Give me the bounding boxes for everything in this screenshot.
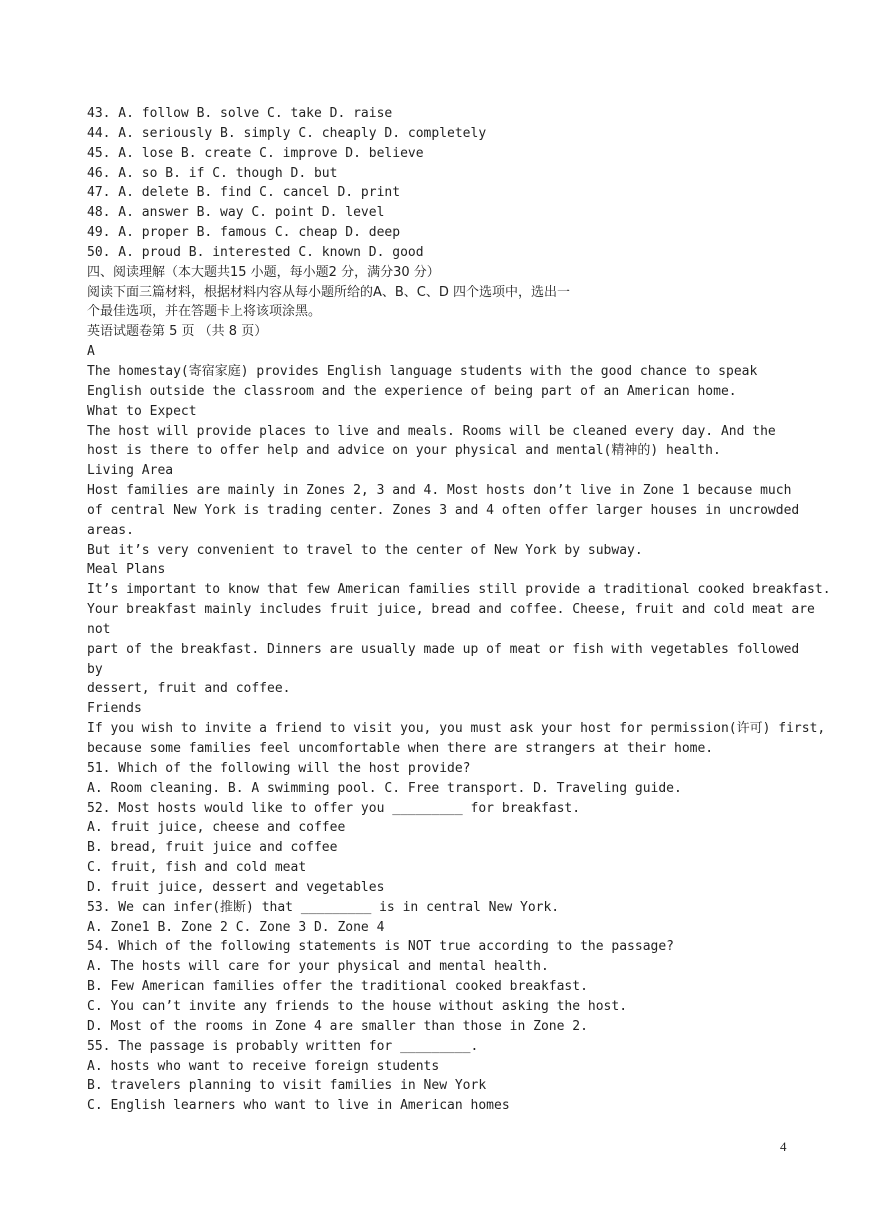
- text-line-q51-opts: A. Room cleaning. B. A swimming pool. C. Free transport. D. Traveling guide.: [87, 780, 682, 796]
- text-line-p8: But it’s very convenient to travel to the center of New York by subway.: [87, 542, 643, 558]
- text-line-q43: 43. A. follow B. solve C. take D. raise: [87, 106, 393, 121]
- text-line-passage-label: A: [87, 344, 95, 360]
- text-line-section4-instr-1: 阅读下面三篇材料，根据材料内容从每小题所给的A、B、C、D 四个选项中，选出一: [87, 284, 571, 300]
- text-line-q53-opts: A. Zone1 B. Zone 2 C. Zone 3 D. Zone 4: [87, 919, 385, 935]
- text-line-q54: 54. Which of the following statements is NOT true according to the passage?: [87, 939, 674, 955]
- document-body: [87, 104, 831, 1116]
- text-line-q52-b: B. bread, fruit juice and coffee: [87, 840, 338, 856]
- text-line-q52-d: D. fruit juice, dessert and vegetables: [87, 879, 385, 895]
- text-line-q52-a: A. fruit juice, cheese and coffee: [87, 820, 346, 836]
- text-line-q47: 47. A. delete B. find C. cancel D. print: [87, 185, 401, 201]
- text-line-p16: because some families feel uncomfortable when there are strangers at their home.: [87, 741, 714, 756]
- text-line-q48: 48. A. answer B. way C. point D. level: [87, 205, 385, 221]
- text-line-q44: 44. A. seriously B. simply C. cheaply D. completely: [87, 125, 487, 141]
- text-line-p3: The host will provide places to live and meals. Rooms will be cleaned every day. And the: [87, 423, 776, 439]
- page-number: 4: [780, 1139, 787, 1154]
- text-line-q52: 52. Most hosts would like to offer you _________ for breakfast.: [87, 800, 581, 816]
- text-line-q55-c: C. English learners who want to live in American homes: [87, 1098, 510, 1114]
- text-line-q49: 49. A. proper B. famous C. cheap D. deep: [87, 225, 401, 241]
- text-line-q55-b: B. travelers planning to visit families in New York: [87, 1078, 487, 1094]
- text-line-section4-instr-2: 个最佳选项，并在答题卡上将该项涂黑。: [87, 304, 322, 320]
- text-line-q52-c: C. fruit, fish and cold meat: [87, 860, 307, 876]
- text-line-q54-b: B. Few American families offer the traditional cooked breakfast.: [87, 979, 588, 995]
- text-line-q54-c: C. You can’t invite any friends to the house without asking the host.: [87, 998, 628, 1014]
- text-line-p11: not: [87, 621, 111, 637]
- text-line-page-header: 英语试题卷第 5 页 （共 8 页）: [87, 324, 268, 340]
- text-line-h3: Meal Plans: [87, 562, 166, 578]
- text-line-h2: Living Area: [87, 463, 174, 479]
- text-line-p2: English outside the classroom and the experience of being part of an American home.: [87, 383, 737, 399]
- text-line-h4: Friends: [87, 701, 142, 717]
- text-line-p7: areas.: [87, 522, 134, 538]
- text-line-q55-a: A. hosts who want to receive foreign students: [87, 1058, 440, 1074]
- text-line-p13: by: [87, 661, 103, 677]
- text-line-p15: If you wish to invite a friend to visit you, you must ask your host for permission(许可) first,: [87, 721, 826, 737]
- text-line-p14: dessert, fruit and coffee.: [87, 681, 291, 697]
- text-line-p1: The homestay(寄宿家庭) provides English language students with the good chance to speak: [87, 363, 758, 379]
- text-line-q45: 45. A. lose B. create C. improve D. believe: [87, 145, 424, 161]
- text-line-q50: 50. A. proud B. interested C. known D. good: [87, 244, 424, 260]
- text-line-q53: 53. We can infer(推断) that _________ is in central New York.: [87, 899, 560, 915]
- text-line-p5: Host families are mainly in Zones 2, 3 and 4. Most hosts don’t live in Zone 1 because much: [87, 483, 792, 499]
- text-line-p6: of central New York is trading center. Zones 3 and 4 often offer larger houses in uncrowded: [87, 502, 800, 518]
- text-line-p12: part of the breakfast. Dinners are usually made up of meat or fish with vegetables followed: [87, 641, 800, 657]
- text-line-q54-a: A. The hosts will care for your physical and mental health.: [87, 959, 549, 975]
- text-line-p10: Your breakfast mainly includes fruit juice, bread and coffee. Cheese, fruit and cold meat are: [87, 602, 815, 618]
- text-line-q55: 55. The passage is probably written for _________.: [87, 1038, 479, 1054]
- text-line-section4-title: 四、阅读理解（本大题共15 小题，每小题2 分，满分30 分）: [87, 264, 440, 280]
- text-line-q54-d: D. Most of the rooms in Zone 4 are smaller than those in Zone 2.: [87, 1018, 588, 1034]
- text-line-q51: 51. Which of the following will the host provide?: [87, 760, 471, 776]
- text-line-p4: host is there to offer help and advice on your physical and mental(精神的) health.: [87, 443, 721, 459]
- text-line-h1: What to Expect: [87, 403, 197, 419]
- text-line-q46: 46. A. so B. if C. though D. but: [87, 165, 338, 181]
- text-line-p9: It’s important to know that few American families still provide a traditional cooked breakfast.: [87, 582, 831, 598]
